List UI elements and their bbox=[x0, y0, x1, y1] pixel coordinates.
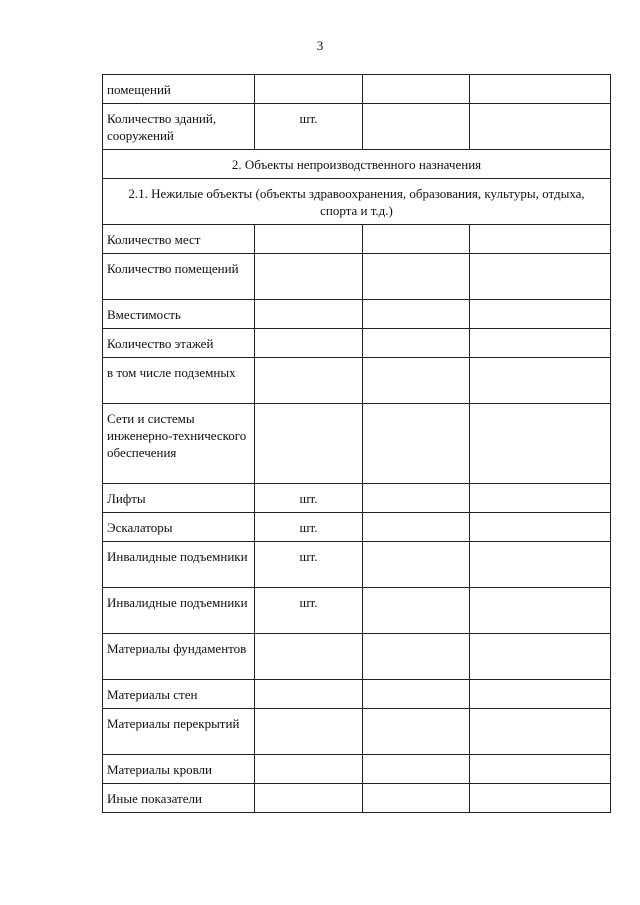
row-unit bbox=[255, 680, 363, 709]
empty-cell bbox=[470, 254, 611, 300]
row-label: Количество зданий, сооружений bbox=[103, 104, 255, 150]
empty-cell bbox=[363, 75, 470, 104]
table-row bbox=[103, 680, 611, 709]
empty-cell bbox=[470, 513, 611, 542]
empty-cell bbox=[363, 300, 470, 329]
table-row bbox=[103, 254, 611, 300]
row-label: Эскалаторы bbox=[103, 513, 255, 542]
row-unit bbox=[255, 784, 363, 813]
empty-cell bbox=[363, 484, 470, 513]
row-unit: шт. bbox=[255, 542, 363, 588]
row-label: Сети и системы инженерно-технического обеспечения bbox=[103, 404, 255, 484]
row-label: Количество помещений bbox=[103, 254, 255, 300]
empty-cell bbox=[363, 680, 470, 709]
row-unit bbox=[255, 225, 363, 254]
empty-cell bbox=[470, 634, 611, 680]
row-unit bbox=[255, 404, 363, 484]
table-row bbox=[103, 588, 611, 634]
empty-cell bbox=[470, 225, 611, 254]
empty-cell bbox=[470, 329, 611, 358]
empty-cell bbox=[363, 254, 470, 300]
table-row bbox=[103, 358, 611, 404]
row-unit bbox=[255, 755, 363, 784]
row-label: Материалы кровли bbox=[103, 755, 255, 784]
row-unit bbox=[255, 329, 363, 358]
empty-cell bbox=[363, 784, 470, 813]
table-row bbox=[103, 225, 611, 254]
row-unit: шт. bbox=[255, 513, 363, 542]
empty-cell bbox=[363, 358, 470, 404]
empty-cell bbox=[363, 104, 470, 150]
row-label: Инвалидные подъемники bbox=[103, 542, 255, 588]
empty-cell bbox=[470, 104, 611, 150]
table-row bbox=[103, 484, 611, 513]
table-row bbox=[103, 104, 611, 150]
row-label: Иные показатели bbox=[103, 784, 255, 813]
empty-cell bbox=[470, 709, 611, 755]
empty-cell bbox=[470, 404, 611, 484]
empty-cell bbox=[363, 634, 470, 680]
empty-cell bbox=[470, 784, 611, 813]
table-row bbox=[103, 329, 611, 358]
row-unit: шт. bbox=[255, 104, 363, 150]
empty-cell bbox=[363, 225, 470, 254]
subsection-2-1-title: 2.1. Нежилые объекты (объекты здравоохранения, образования, культуры, отдыха, спорта и т.д.) bbox=[103, 179, 611, 225]
empty-cell bbox=[470, 484, 611, 513]
table-row bbox=[103, 709, 611, 755]
empty-cell bbox=[470, 75, 611, 104]
row-label: в том числе подземных bbox=[103, 358, 255, 404]
subsection-row bbox=[103, 179, 611, 225]
empty-cell bbox=[363, 542, 470, 588]
row-label: помещений bbox=[103, 75, 255, 104]
empty-cell bbox=[363, 755, 470, 784]
row-label: Материалы фундаментов bbox=[103, 634, 255, 680]
row-label: Количество мест bbox=[103, 225, 255, 254]
table-row bbox=[103, 300, 611, 329]
empty-cell bbox=[363, 709, 470, 755]
row-unit: шт. bbox=[255, 484, 363, 513]
empty-cell bbox=[470, 358, 611, 404]
table-row bbox=[103, 75, 611, 104]
empty-cell bbox=[363, 513, 470, 542]
empty-cell bbox=[470, 680, 611, 709]
table-row bbox=[103, 784, 611, 813]
empty-cell bbox=[363, 588, 470, 634]
page-number: 3 bbox=[316, 38, 324, 53]
row-label: Материалы перекрытий bbox=[103, 709, 255, 755]
row-unit bbox=[255, 709, 363, 755]
table-row bbox=[103, 634, 611, 680]
table-row bbox=[103, 755, 611, 784]
empty-cell bbox=[470, 588, 611, 634]
empty-cell bbox=[470, 542, 611, 588]
empty-cell bbox=[470, 300, 611, 329]
table-row bbox=[103, 404, 611, 484]
empty-cell bbox=[470, 755, 611, 784]
empty-cell bbox=[363, 329, 470, 358]
row-label: Вместимость bbox=[103, 300, 255, 329]
section-2-title: 2. Объекты непроизводственного назначения bbox=[103, 150, 611, 179]
row-unit bbox=[255, 300, 363, 329]
row-unit bbox=[255, 75, 363, 104]
row-label: Количество этажей bbox=[103, 329, 255, 358]
row-label: Инвалидные подъемники bbox=[103, 588, 255, 634]
empty-cell bbox=[363, 404, 470, 484]
row-unit bbox=[255, 634, 363, 680]
row-unit: шт. bbox=[255, 588, 363, 634]
indicators-table bbox=[102, 74, 611, 813]
row-label: Лифты bbox=[103, 484, 255, 513]
row-unit bbox=[255, 254, 363, 300]
row-label: Материалы стен bbox=[103, 680, 255, 709]
section-row bbox=[103, 150, 611, 179]
table-row bbox=[103, 513, 611, 542]
table-row bbox=[103, 542, 611, 588]
row-unit bbox=[255, 358, 363, 404]
